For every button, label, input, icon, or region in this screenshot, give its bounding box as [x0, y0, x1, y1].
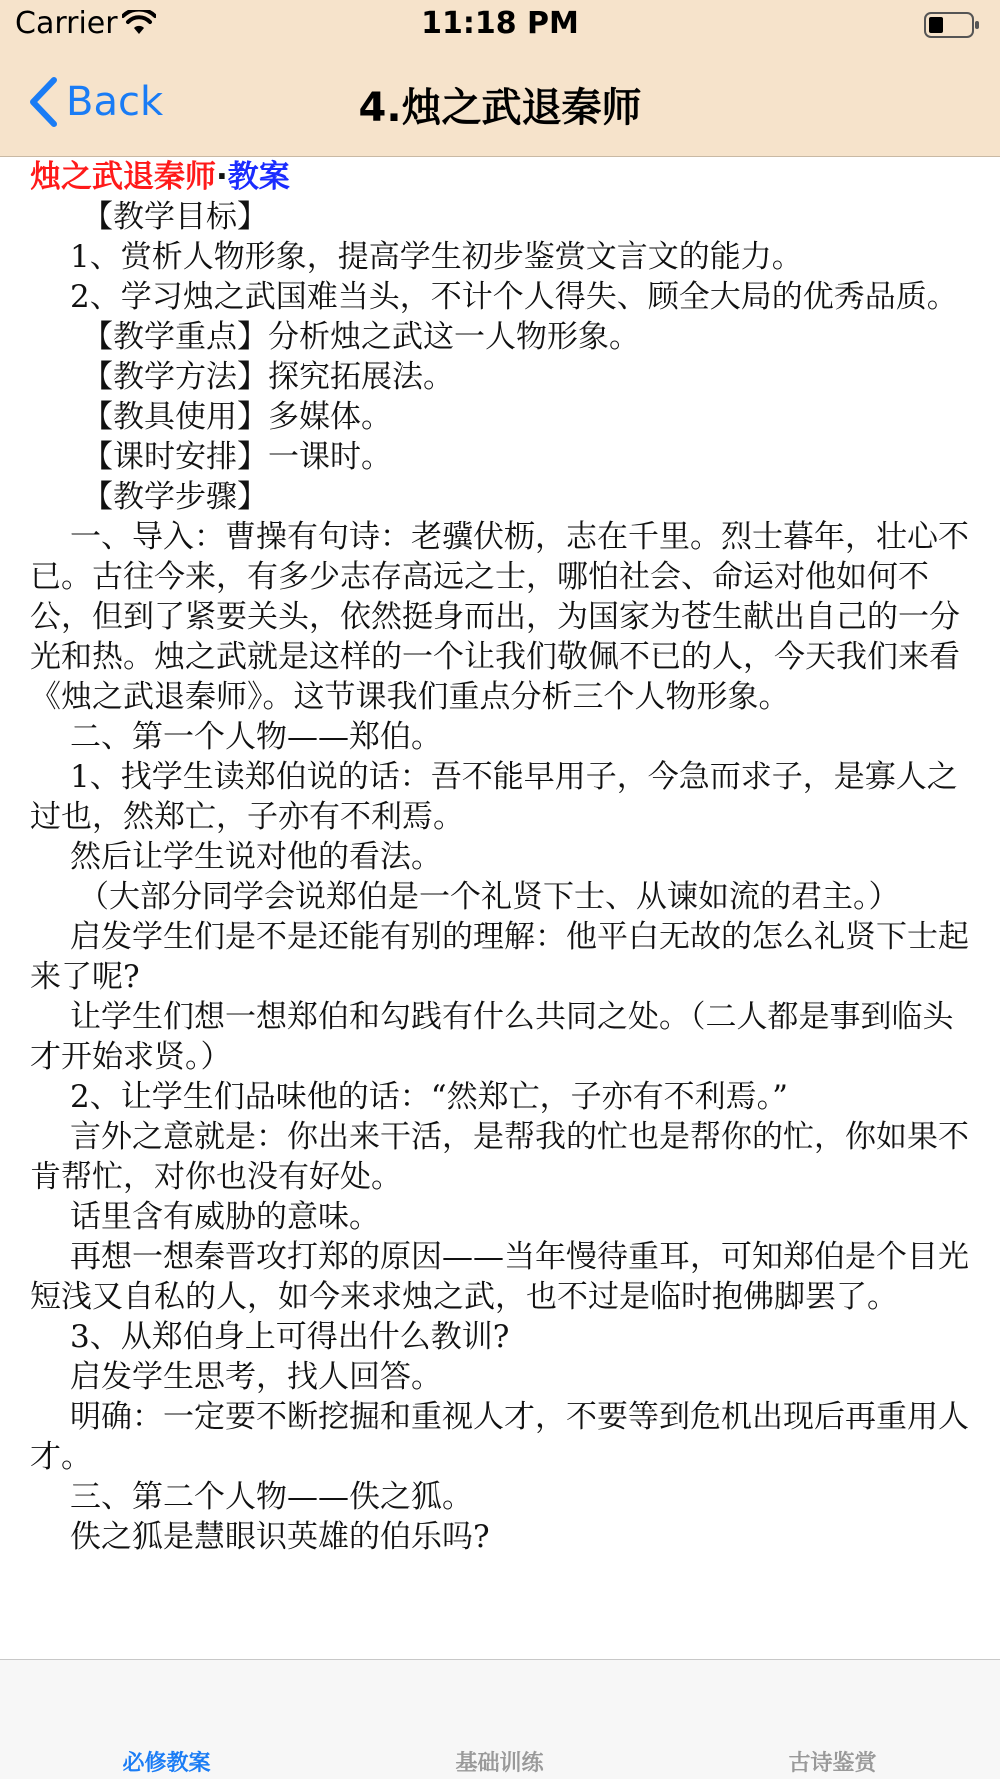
tab-poetry-appreciation[interactable]: 古诗鉴赏: [788, 1751, 877, 1776]
paragraph: 【教学目标】: [82, 199, 268, 235]
paragraph: 明确：一定要不断挖掘和重视人才，不要等到危机出现后再重用人才。: [30, 1399, 969, 1475]
paragraph: 【教学步骤】: [82, 479, 268, 515]
paragraph: 然后让学生说对他的看法。: [70, 839, 442, 875]
paragraph: （大部分同学会说郑伯是一个礼贤下士、从谏如流的君主。）: [78, 879, 900, 915]
heading-title: 烛之武退秦师: [30, 159, 216, 195]
paragraph: 再想一想秦晋攻打郑的原因——当年慢待重耳，可知郑伯是个目光短浅又自私的人，如今来求烛之武，也不过是临时抱佛脚罢了。: [30, 1239, 969, 1315]
paragraph: 三、第二个人物——佚之狐。: [70, 1479, 473, 1515]
back-label: Back: [66, 79, 164, 125]
paragraph: 1、赏析人物形象，提高学生初步鉴赏文言文的能力。: [70, 239, 803, 275]
paragraph: 2、让学生们品味他的话：“然郑亡，子亦有不利焉。”: [70, 1079, 788, 1115]
heading-separator: ·: [216, 159, 228, 195]
paragraph: 二、第一个人物——郑伯。: [70, 719, 442, 755]
heading-subtitle: 教案: [227, 159, 290, 195]
carrier-label: Carrier: [15, 6, 118, 41]
paragraph: 启发学生们是不是还能有别的理解：他平白无故的怎么礼贤下士起来了呢?: [30, 919, 969, 995]
paragraph: 1、找学生读郑伯说的话：吾不能早用子，今急而求子，是寡人之过也，然郑亡，子亦有不利焉。: [30, 759, 958, 835]
paragraph: 3、从郑伯身上可得出什么教训?: [70, 1319, 510, 1355]
paragraph: 佚之狐是慧眼识英雄的伯乐吗?: [70, 1519, 490, 1555]
tab-compulsory-lessons[interactable]: 必修教案: [122, 1751, 211, 1776]
tab-basic-training[interactable]: 基础训练: [455, 1751, 544, 1776]
content-heading: [30, 157, 970, 197]
paragraph: 【教具使用】多媒体。: [82, 399, 392, 435]
paragraph: 话里含有威胁的意味。: [70, 1199, 380, 1235]
top-bar: [0, 0, 1000, 157]
paragraph: 启发学生思考，找人回答。: [70, 1359, 442, 1395]
page-title: 4.烛之武退秦师: [358, 85, 642, 131]
navigation-bar: [0, 50, 1000, 156]
paragraph: 一、导入：曹操有句诗：老骥伏枥，志在千里。烈士暮年，壮心不已。古往今来，有多少志存高远之士，哪怕社会、命运对他如何不公，但到了紧要关头，依然挺身而出，为国家为苍生献出自己的一分光和热。烛之武就是这样的一个让我们敬佩不已的人，今天我们来看《烛之武退秦师》。这节课我们重点分析三个人物形象。: [30, 519, 969, 715]
paragraph: 【课时安排】一课时。: [82, 439, 392, 475]
battery-icon: [924, 12, 980, 38]
paragraph: 2、学习烛之武国难当头，不计个人得失、顾全大局的优秀品质。: [70, 279, 958, 315]
paragraph: 【教学重点】分析烛之武这一人物形象。: [82, 319, 640, 355]
status-bar: [0, 0, 1000, 50]
lesson-content[interactable]: [0, 157, 1000, 1659]
paragraph: 言外之意就是：你出来干活，是帮我的忙也是帮你的忙，你如果不肯帮忙，对你也没有好处。: [30, 1119, 969, 1195]
status-time: 11:18 PM: [421, 6, 579, 41]
paragraph: 让学生们想一想郑伯和勾践有什么共同之处。（二人都是事到临头才开始求贤。）: [30, 999, 954, 1075]
paragraph: 【教学方法】探究拓展法。: [82, 359, 454, 395]
tab-bar: [0, 1659, 1000, 1779]
